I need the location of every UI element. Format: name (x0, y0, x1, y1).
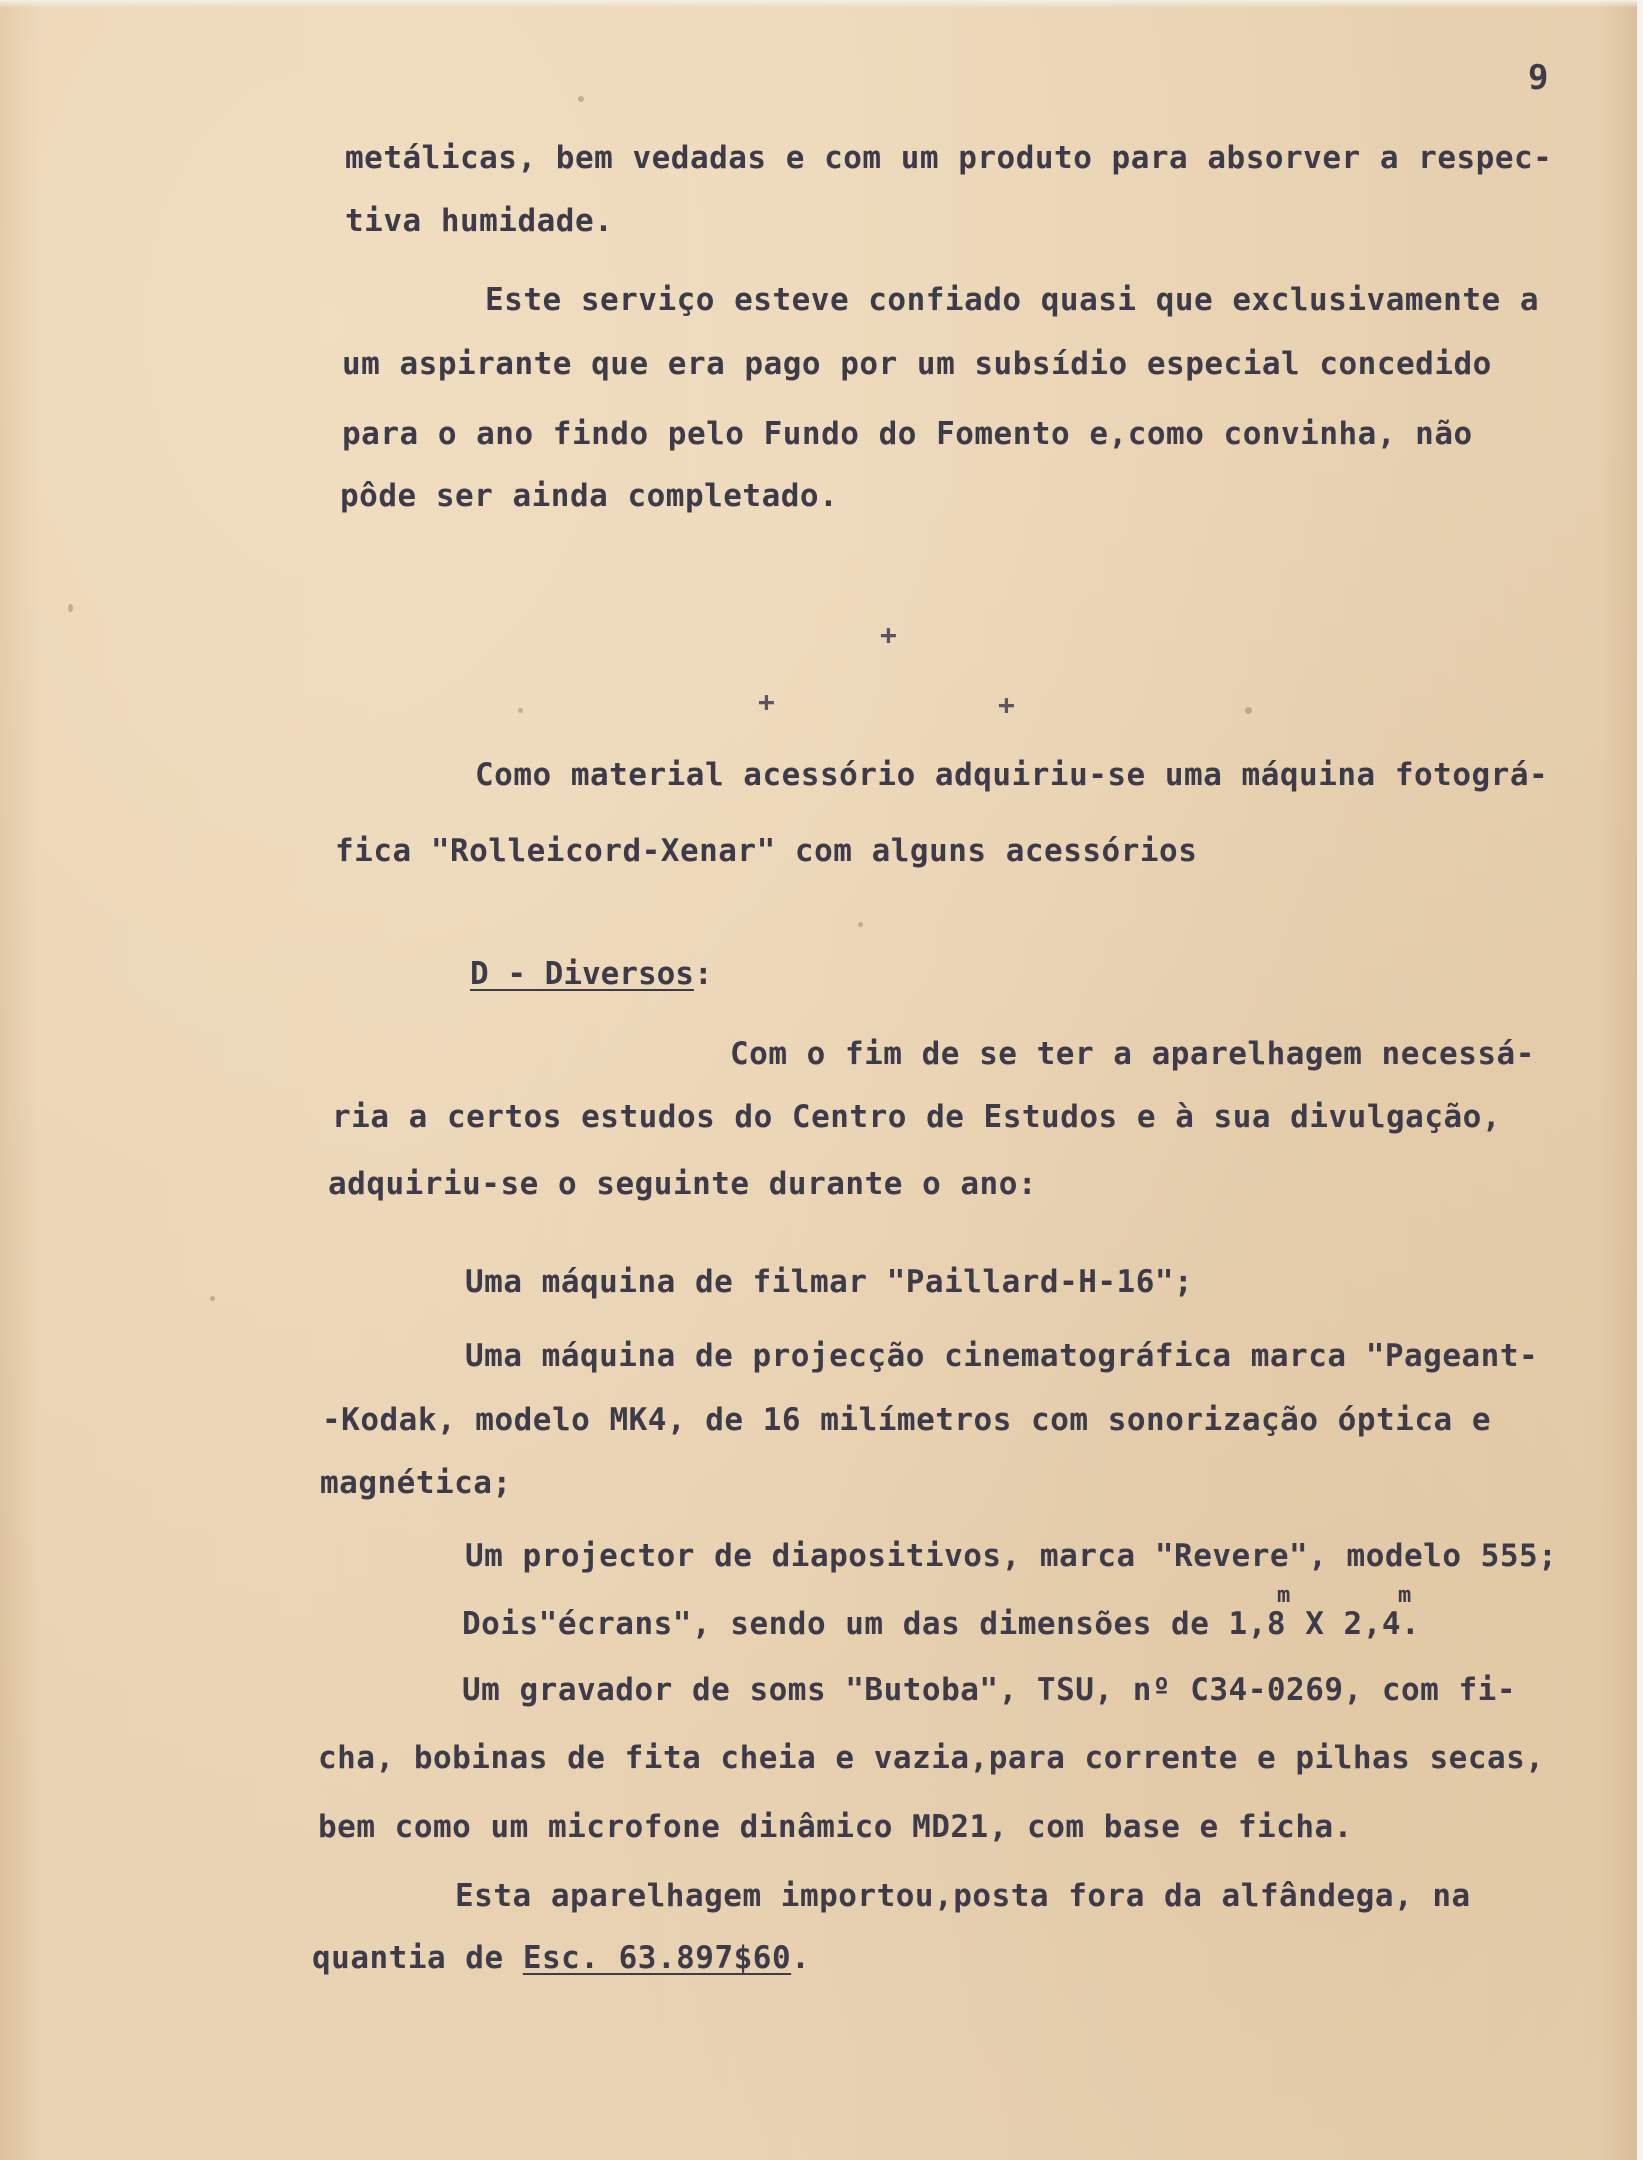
paragraph-2-line-1: Este serviço esteve confiado quasi que exclusivamente a (485, 282, 1539, 318)
item-3: Um projector de diapositivos, marca "Revere", modelo 555; (465, 1538, 1558, 1574)
paper-speck (68, 604, 73, 612)
item-4: Dois"écrans", sendo um das dimensões de 1,8 X 2,4. (462, 1606, 1421, 1642)
section-heading-colon: : (693, 956, 713, 992)
paragraph-4-line-2: ria a certos estudos do Centro de Estudos e à sua divulgação, (332, 1099, 1501, 1135)
section-heading-text: D - Diversos (470, 956, 694, 992)
item-5-line-2: cha, bobinas de fita cheia e vazia,para corrente e pilhas secas, (318, 1740, 1545, 1776)
paragraph-4-line-3: adquiriu-se o seguinte durante o ano: (328, 1166, 1038, 1202)
item-5-line-1: Um gravador de soms "Butoba", TSU, nº C34-0269, com fi- (462, 1672, 1516, 1708)
paper-speck (518, 708, 523, 713)
paragraph-3-line-2: fica "Rolleicord-Xenar" com alguns acessórios (335, 833, 1198, 869)
closing-line-1: Esta aparelhagem importou,posta fora da alfândega, na (455, 1878, 1471, 1914)
item-1: Uma máquina de filmar "Paillard-H-16"; (465, 1264, 1194, 1300)
paragraph-1-line-1: metálicas, bem vedadas e com um produto para absorver a respec- (345, 140, 1553, 176)
item-5-line-3: bem como um microfone dinâmico MD21, com base e ficha. (318, 1809, 1353, 1845)
item-4-superscript-1: m (1277, 1583, 1291, 1608)
paragraph-1-line-2: tiva humidade. (345, 203, 614, 239)
paper-speck (1245, 707, 1252, 714)
separator-mark-right: + (998, 688, 1015, 721)
paper-speck (210, 1296, 215, 1301)
paper-speck (858, 922, 863, 927)
separator-mark-top: + (880, 618, 897, 651)
separator-mark-left: + (758, 685, 775, 718)
item-4-superscript-2: m (1398, 1583, 1412, 1608)
page-number: 9 (1528, 58, 1549, 98)
paper-speck (578, 96, 584, 102)
item-2-line-1: Uma máquina de projecção cinematográfica marca "Pageant- (465, 1338, 1539, 1374)
item-2-line-2: -Kodak, modelo MK4, de 16 milímetros com sonorização óptica e (322, 1402, 1491, 1438)
closing-suffix: . (791, 1940, 811, 1976)
item-2-line-3: magnética; (320, 1465, 512, 1501)
section-heading (470, 956, 713, 992)
paragraph-2-line-3: para o ano findo pelo Fundo do Fomento e,como convinha, não (342, 416, 1473, 452)
page-right-edge (1637, 0, 1643, 2160)
amount-total: Esc. 63.897$60 (522, 1940, 792, 1976)
closing-prefix: quantia de (312, 1940, 523, 1976)
paragraph-3-line-1: Como material acessório adquiriu-se uma máquina fotográ- (475, 757, 1549, 793)
closing-line-2 (312, 1940, 810, 1976)
paragraph-2-line-4: pôde ser ainda completado. (340, 478, 839, 514)
page-top-edge (0, 0, 1643, 8)
paragraph-4-line-1: Com o fim de se ter a aparelhagem necessá- (730, 1036, 1535, 1072)
paragraph-2-line-2: um aspirante que era pago por um subsídio especial concedido (342, 346, 1492, 382)
